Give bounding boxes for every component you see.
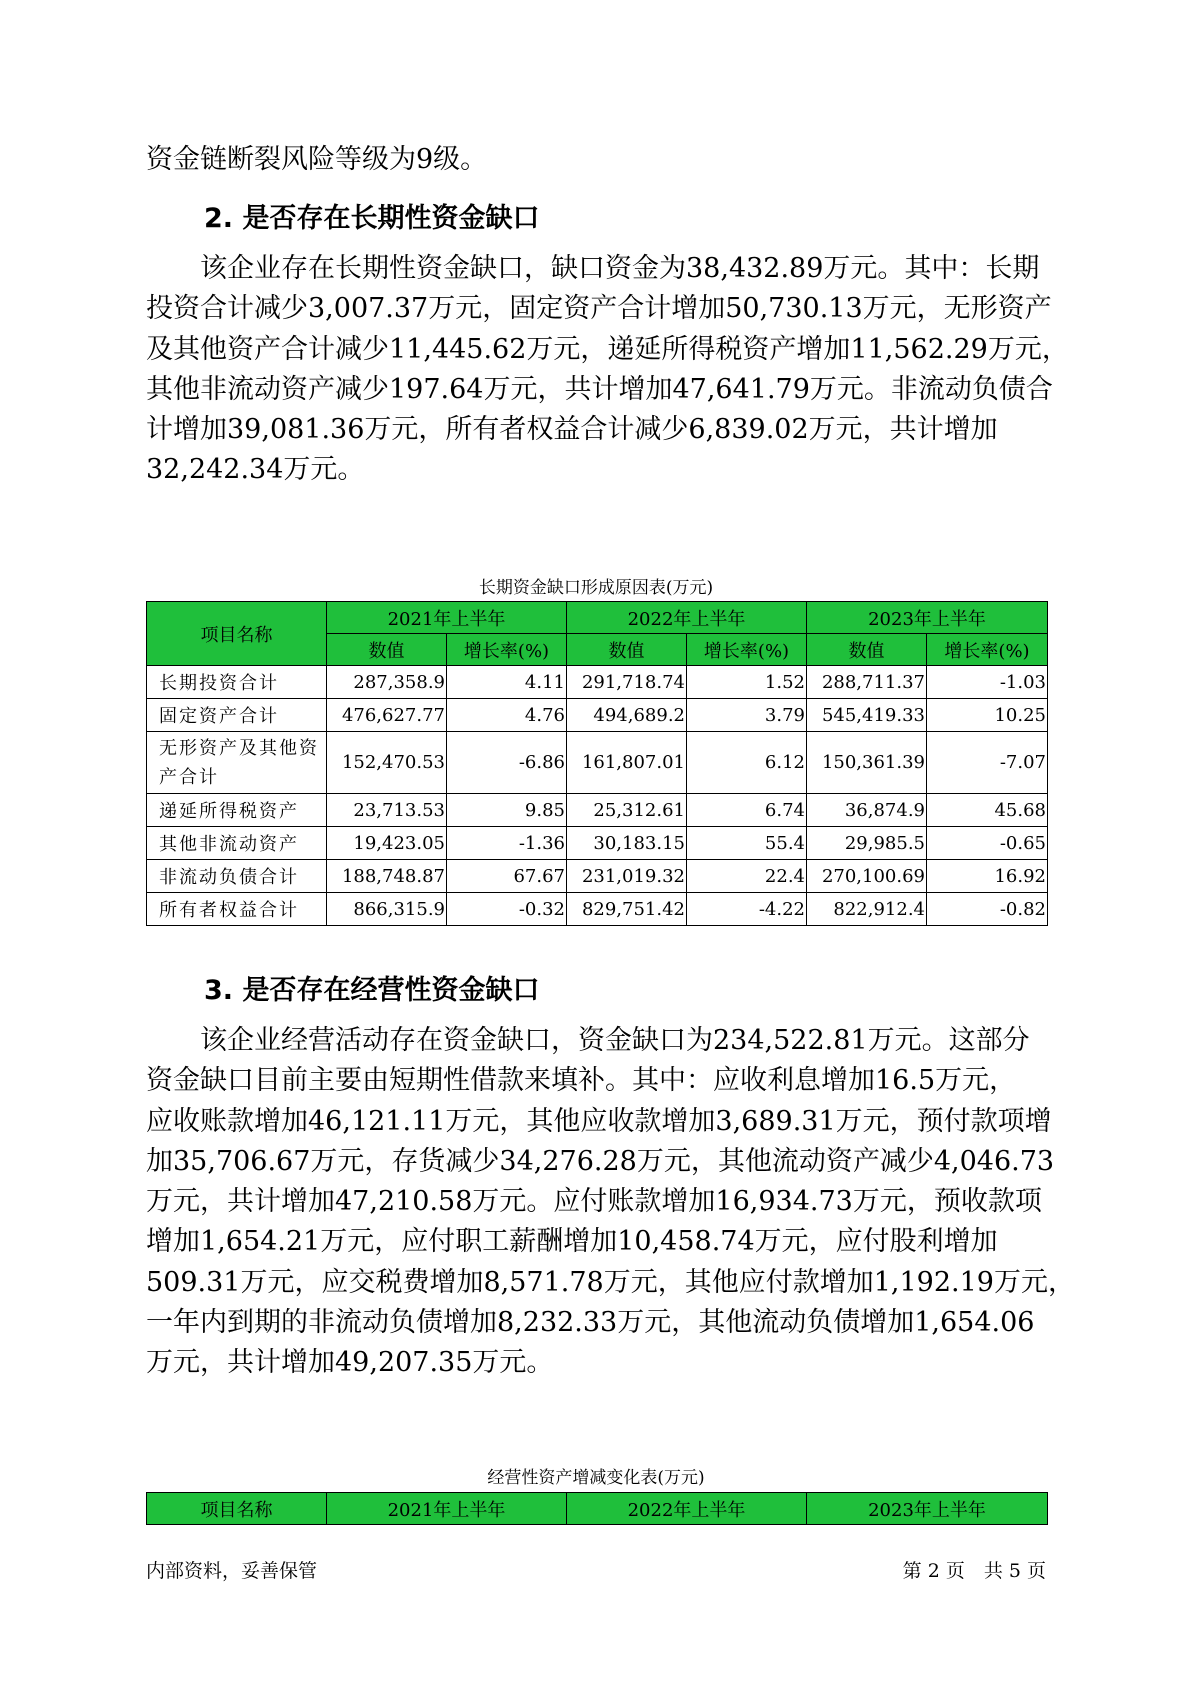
row-growth-cell: 55.4 [687, 827, 807, 860]
row-growth-cell: -0.65 [927, 827, 1048, 860]
table-row [147, 666, 1048, 699]
row-value-cell: 150,361.39 [807, 732, 927, 794]
row-growth-cell: 6.74 [687, 794, 807, 827]
row-value-cell: 152,470.53 [327, 732, 447, 794]
row-growth-cell: -0.32 [447, 893, 567, 926]
row-value-cell: 287,358.9 [327, 666, 447, 699]
operating-assets-table [146, 1492, 1048, 1525]
row-growth-cell: -1.36 [447, 827, 567, 860]
long-term-gap-table [146, 601, 1048, 926]
row-item-name: 长期投资合计 [147, 666, 327, 699]
row-value-cell: 25,312.61 [567, 794, 687, 827]
header-year: 2022年上半年 [567, 602, 807, 634]
row-growth-cell: 9.85 [447, 794, 567, 827]
table-row [147, 827, 1048, 860]
row-value-cell: 476,627.77 [327, 699, 447, 732]
paragraph-line: 计增加39,081.36万元，所有者权益合计减少6,839.02万元，共计增加 [146, 414, 998, 446]
header-growth: 增长率(%) [927, 634, 1048, 666]
row-growth-cell: 16.92 [927, 860, 1048, 893]
row-value-cell: 231,019.32 [567, 860, 687, 893]
row-growth-cell: 10.25 [927, 699, 1048, 732]
paragraph-line: 一年内到期的非流动负债增加8,232.33万元，其他流动负债增加1,654.06 [146, 1307, 1035, 1339]
row-growth-cell: -4.22 [687, 893, 807, 926]
row-value-cell: 288,711.37 [807, 666, 927, 699]
paragraph-line: 增加1,654.21万元，应付职工薪酬增加10,458.74万元，应付股利增加 [146, 1226, 998, 1258]
paragraph-line: 及其他资产合计减少11,445.62万元，递延所得税资产增加11,562.29万元， [146, 333, 1069, 365]
section-2-paragraph [146, 249, 1069, 491]
section-3-paragraph [146, 1021, 1075, 1384]
row-growth-cell: -6.86 [447, 732, 567, 794]
header-value: 数值 [567, 634, 687, 666]
header-year: 2023年上半年 [807, 602, 1048, 634]
paragraph-line: 加35,706.67万元，存货减少34,276.28万元，其他流动资产减少4,046.73 [146, 1145, 1055, 1177]
row-value-cell: 270,100.69 [807, 860, 927, 893]
row-value-cell: 494,689.2 [567, 699, 687, 732]
row-value-cell: 188,748.87 [327, 860, 447, 893]
row-growth-cell: -1.03 [927, 666, 1048, 699]
row-value-cell: 19,423.05 [327, 827, 447, 860]
intro-line-text: 资金链断裂风险等级为9级。 [146, 144, 488, 175]
section-2-heading: 2. 是否存在长期性资金缺口 [204, 203, 540, 234]
row-value-cell: 291,718.74 [567, 666, 687, 699]
paragraph-line: 投资合计减少3,007.37万元，固定资产合计增加50,730.13万元，无形资产 [146, 293, 1052, 325]
intro-line [146, 140, 1046, 180]
header-year: 2021年上半年 [327, 602, 567, 634]
row-value-cell: 30,183.15 [567, 827, 687, 860]
paragraph-line: 32,242.34万元。 [146, 454, 365, 486]
row-item-name: 固定资产合计 [147, 699, 327, 732]
row-item-name: 递延所得税资产 [147, 794, 327, 827]
header-value: 数值 [327, 634, 447, 666]
row-growth-cell: 3.79 [687, 699, 807, 732]
row-growth-cell: 4.76 [447, 699, 567, 732]
table-row [147, 699, 1048, 732]
header-year: 2023年上半年 [807, 1493, 1048, 1525]
table-row [147, 732, 1048, 794]
row-growth-cell: 1.52 [687, 666, 807, 699]
footer-confidential: 内部资料，妥善保管 [146, 1560, 318, 1582]
row-value-cell: 822,912.4 [807, 893, 927, 926]
paragraph-line: 资金缺口目前主要由短期性借款来填补。其中：应收利息增加16.5万元， [146, 1065, 1017, 1097]
table-header-row [147, 602, 1048, 634]
row-item-name: 所有者权益合计 [147, 893, 327, 926]
row-value-cell: 829,751.42 [567, 893, 687, 926]
table-2-caption: 经营性资产增减变化表(万元) [487, 1468, 705, 1488]
row-value-cell: 866,315.9 [327, 893, 447, 926]
section-3-heading: 3. 是否存在经营性资金缺口 [204, 975, 540, 1006]
row-growth-cell: -7.07 [927, 732, 1048, 794]
header-item-name: 项目名称 [147, 602, 327, 666]
paragraph-line: 509.31万元，应交税费增加8,571.78万元，其他应付款增加1,192.19万元， [146, 1266, 1075, 1298]
paragraph-line: 万元，共计增加47,210.58万元。应付账款增加16,934.73万元，预收款项 [146, 1186, 1042, 1218]
table-row [147, 893, 1048, 926]
row-item-name: 其他非流动资产 [147, 827, 327, 860]
paragraph-line: 万元，共计增加49,207.35万元。 [146, 1347, 554, 1379]
row-value-cell: 36,874.9 [807, 794, 927, 827]
row-item-name: 非流动负债合计 [147, 860, 327, 893]
row-growth-cell: 22.4 [687, 860, 807, 893]
table-row [147, 860, 1048, 893]
row-growth-cell: 6.12 [687, 732, 807, 794]
header-year: 2022年上半年 [567, 1493, 807, 1525]
paragraph-line: 该企业存在长期性资金缺口，缺口资金为38,432.89万元。其中：长期 [146, 253, 1040, 284]
header-value: 数值 [807, 634, 927, 666]
paragraph-line: 应收账款增加46,121.11万元，其他应收款增加3,689.31万元，预付款项增 [146, 1105, 1052, 1137]
row-growth-cell: 45.68 [927, 794, 1048, 827]
table-header-row [147, 1493, 1048, 1525]
table-1-caption: 长期资金缺口形成原因表(万元) [478, 578, 714, 598]
row-value-cell: 161,807.01 [567, 732, 687, 794]
header-year: 2021年上半年 [327, 1493, 567, 1525]
row-value-cell: 23,713.53 [327, 794, 447, 827]
header-item-name: 项目名称 [147, 1493, 327, 1525]
row-growth-cell: 4.11 [447, 666, 567, 699]
header-growth: 增长率(%) [447, 634, 567, 666]
table-row [147, 794, 1048, 827]
row-item-name: 无形资产及其他资产合计 [147, 732, 327, 794]
paragraph-line: 其他非流动资产减少197.64万元，共计增加47,641.79万元。非流动负债合 [146, 373, 1053, 405]
row-value-cell: 545,419.33 [807, 699, 927, 732]
row-growth-cell: 67.67 [447, 860, 567, 893]
row-growth-cell: -0.82 [927, 893, 1048, 926]
row-value-cell: 29,985.5 [807, 827, 927, 860]
header-growth: 增长率(%) [687, 634, 807, 666]
footer-page-number: 第 2 页 共 5 页 [902, 1560, 1046, 1582]
paragraph-line: 该企业经营活动存在资金缺口，资金缺口为234,522.81万元。这部分 [146, 1025, 1030, 1056]
